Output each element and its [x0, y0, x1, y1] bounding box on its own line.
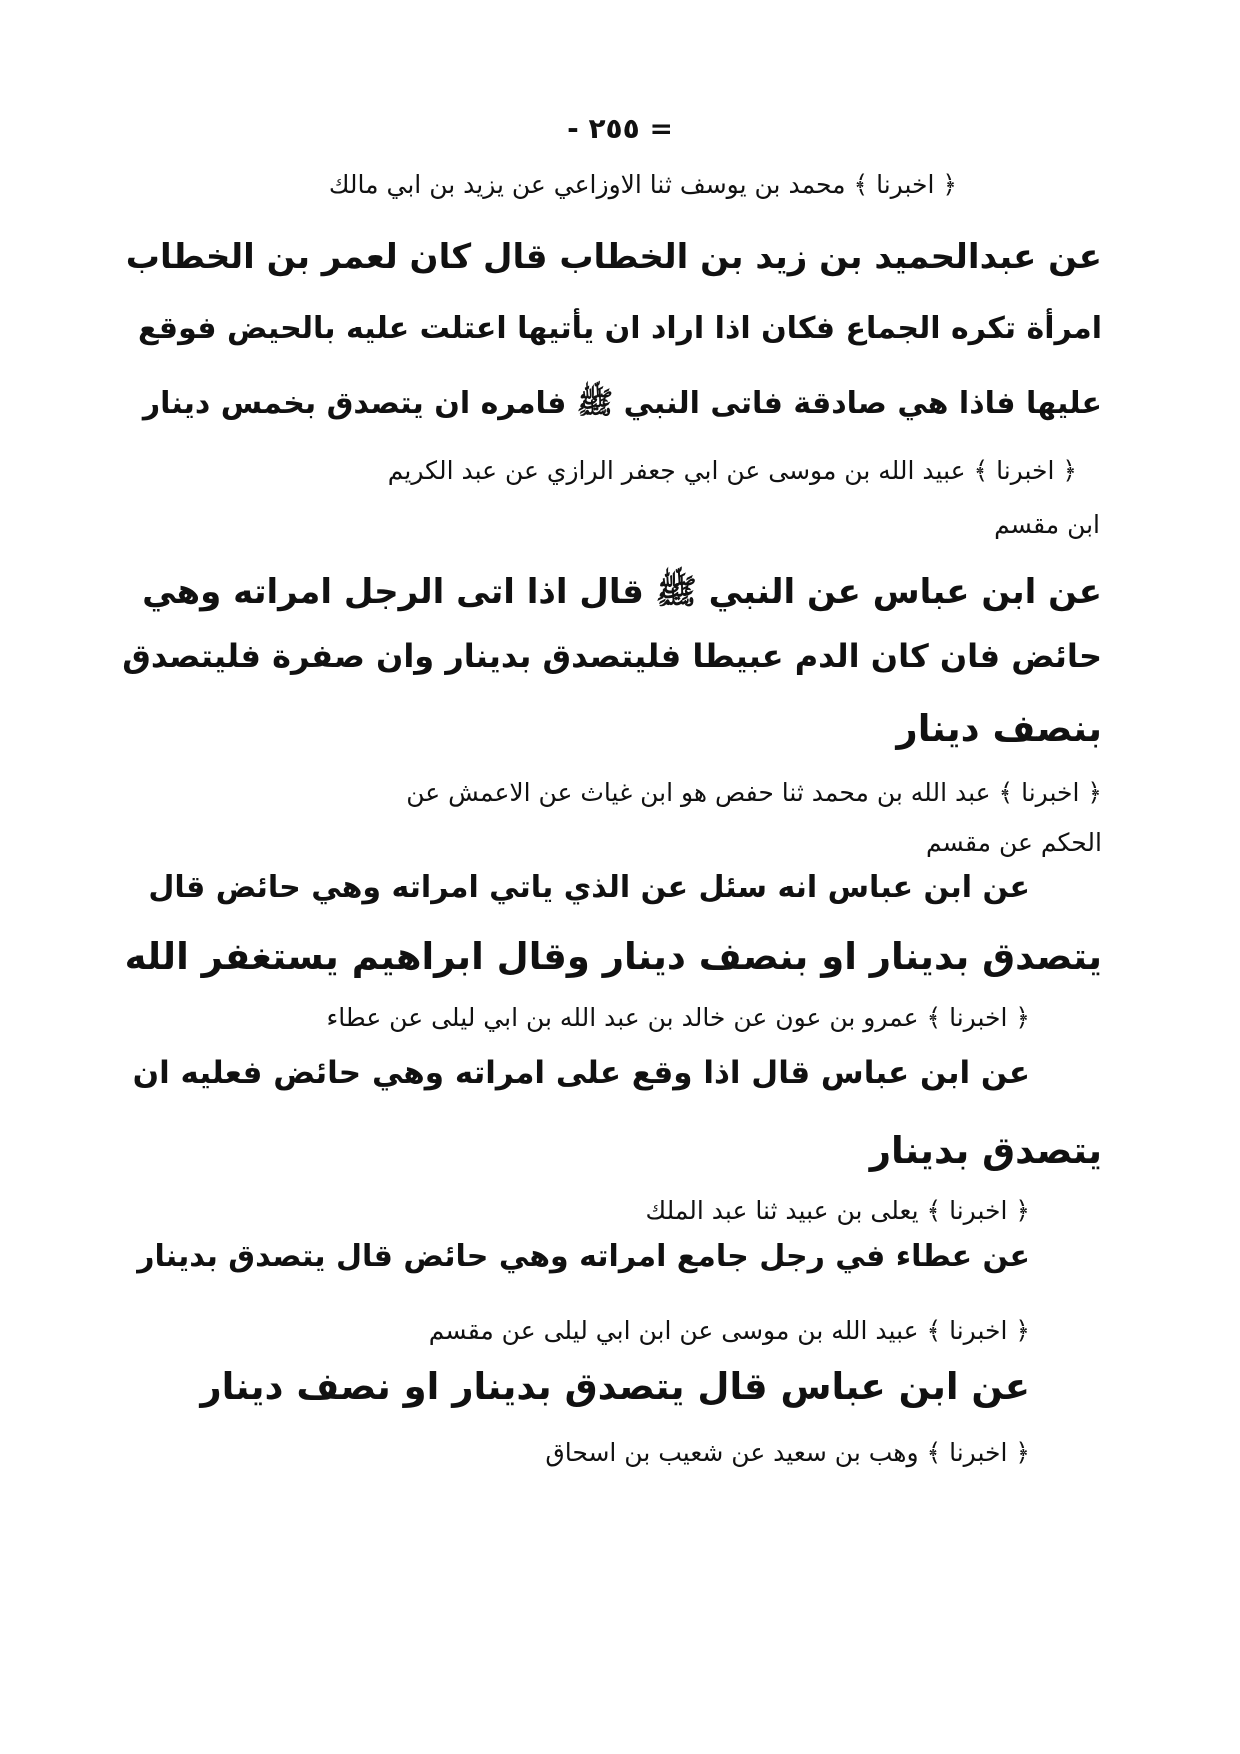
- isnad-line: ﴿ اخبرنا ﴾ عمرو بن عون عن خالد بن عبد الله بن ابي ليلى عن عطاء: [326, 1003, 1030, 1032]
- matn-line: يتصدق بدينار او بنصف دينار وقال ابراهيم يستغفر الله: [124, 935, 1102, 978]
- isnad-line: الحكم عن مقسم: [926, 828, 1102, 857]
- matn-line: عن عبدالحميد بن زيد بن الخطاب قال كان لعمر بن الخطاب: [125, 237, 1102, 277]
- matn-line: بنصف دينار: [896, 707, 1102, 750]
- matn-line: حائض فان كان الدم عبيطا فليتصدق بدينار وان صفرة فليتصدق: [122, 637, 1102, 675]
- matn-line: يتصدق بدينار: [869, 1129, 1102, 1172]
- matn-line: عن عطاء في رجل جامع امراته وهي حائض قال يتصدق بدينار: [137, 1239, 1030, 1274]
- isnad-line: ﴿ اخبرنا ﴾ عبيد الله بن موسى عن ابي جعفر الرازي عن عبد الكريم: [387, 456, 1077, 485]
- isnad-line: ﴿ اخبرنا ﴾ وهب بن سعيد عن شعيب بن اسحاق: [545, 1438, 1030, 1467]
- isnad-line: ﴿ اخبرنا ﴾ عبيد الله بن موسى عن ابن ابي ليلى عن مقسم: [428, 1316, 1030, 1345]
- matn-line: عن ابن عباس قال اذا وقع على امراته وهي حائض فعليه ان: [132, 1055, 1030, 1091]
- isnad-line: ﴿ اخبرنا ﴾ محمد بن يوسف ثنا الاوزاعي عن يزيد بن ابي مالك: [328, 170, 957, 199]
- matn-line: عن ابن عباس عن النبي ﷺ قال اذا اتى الرجل امراته وهي: [142, 572, 1102, 612]
- matn-line: عليها فاذا هي صادقة فاتى النبي ﷺ فامره ان يتصدق بخمس دينار: [142, 386, 1102, 421]
- page-number: - ٢٥٥ =: [567, 112, 673, 145]
- matn-line: عن ابن عباس قال يتصدق بدينار او نصف دينار: [200, 1365, 1030, 1408]
- matn-line: عن ابن عباس انه سئل عن الذي ياتي امراته وهي حائض قال: [148, 870, 1030, 905]
- isnad-line: ﴿ اخبرنا ﴾ يعلى بن عبيد ثنا عبد الملك: [645, 1196, 1030, 1225]
- isnad-line: ابن مقسم: [994, 510, 1100, 539]
- matn-line: امرأة تكره الجماع فكان اذا اراد ان يأتيها اعتلت عليه بالحيض فوقع: [137, 311, 1102, 346]
- isnad-line: ﴿ اخبرنا ﴾ عبد الله بن محمد ثنا حفص هو ابن غياث عن الاعمش عن: [406, 778, 1102, 807]
